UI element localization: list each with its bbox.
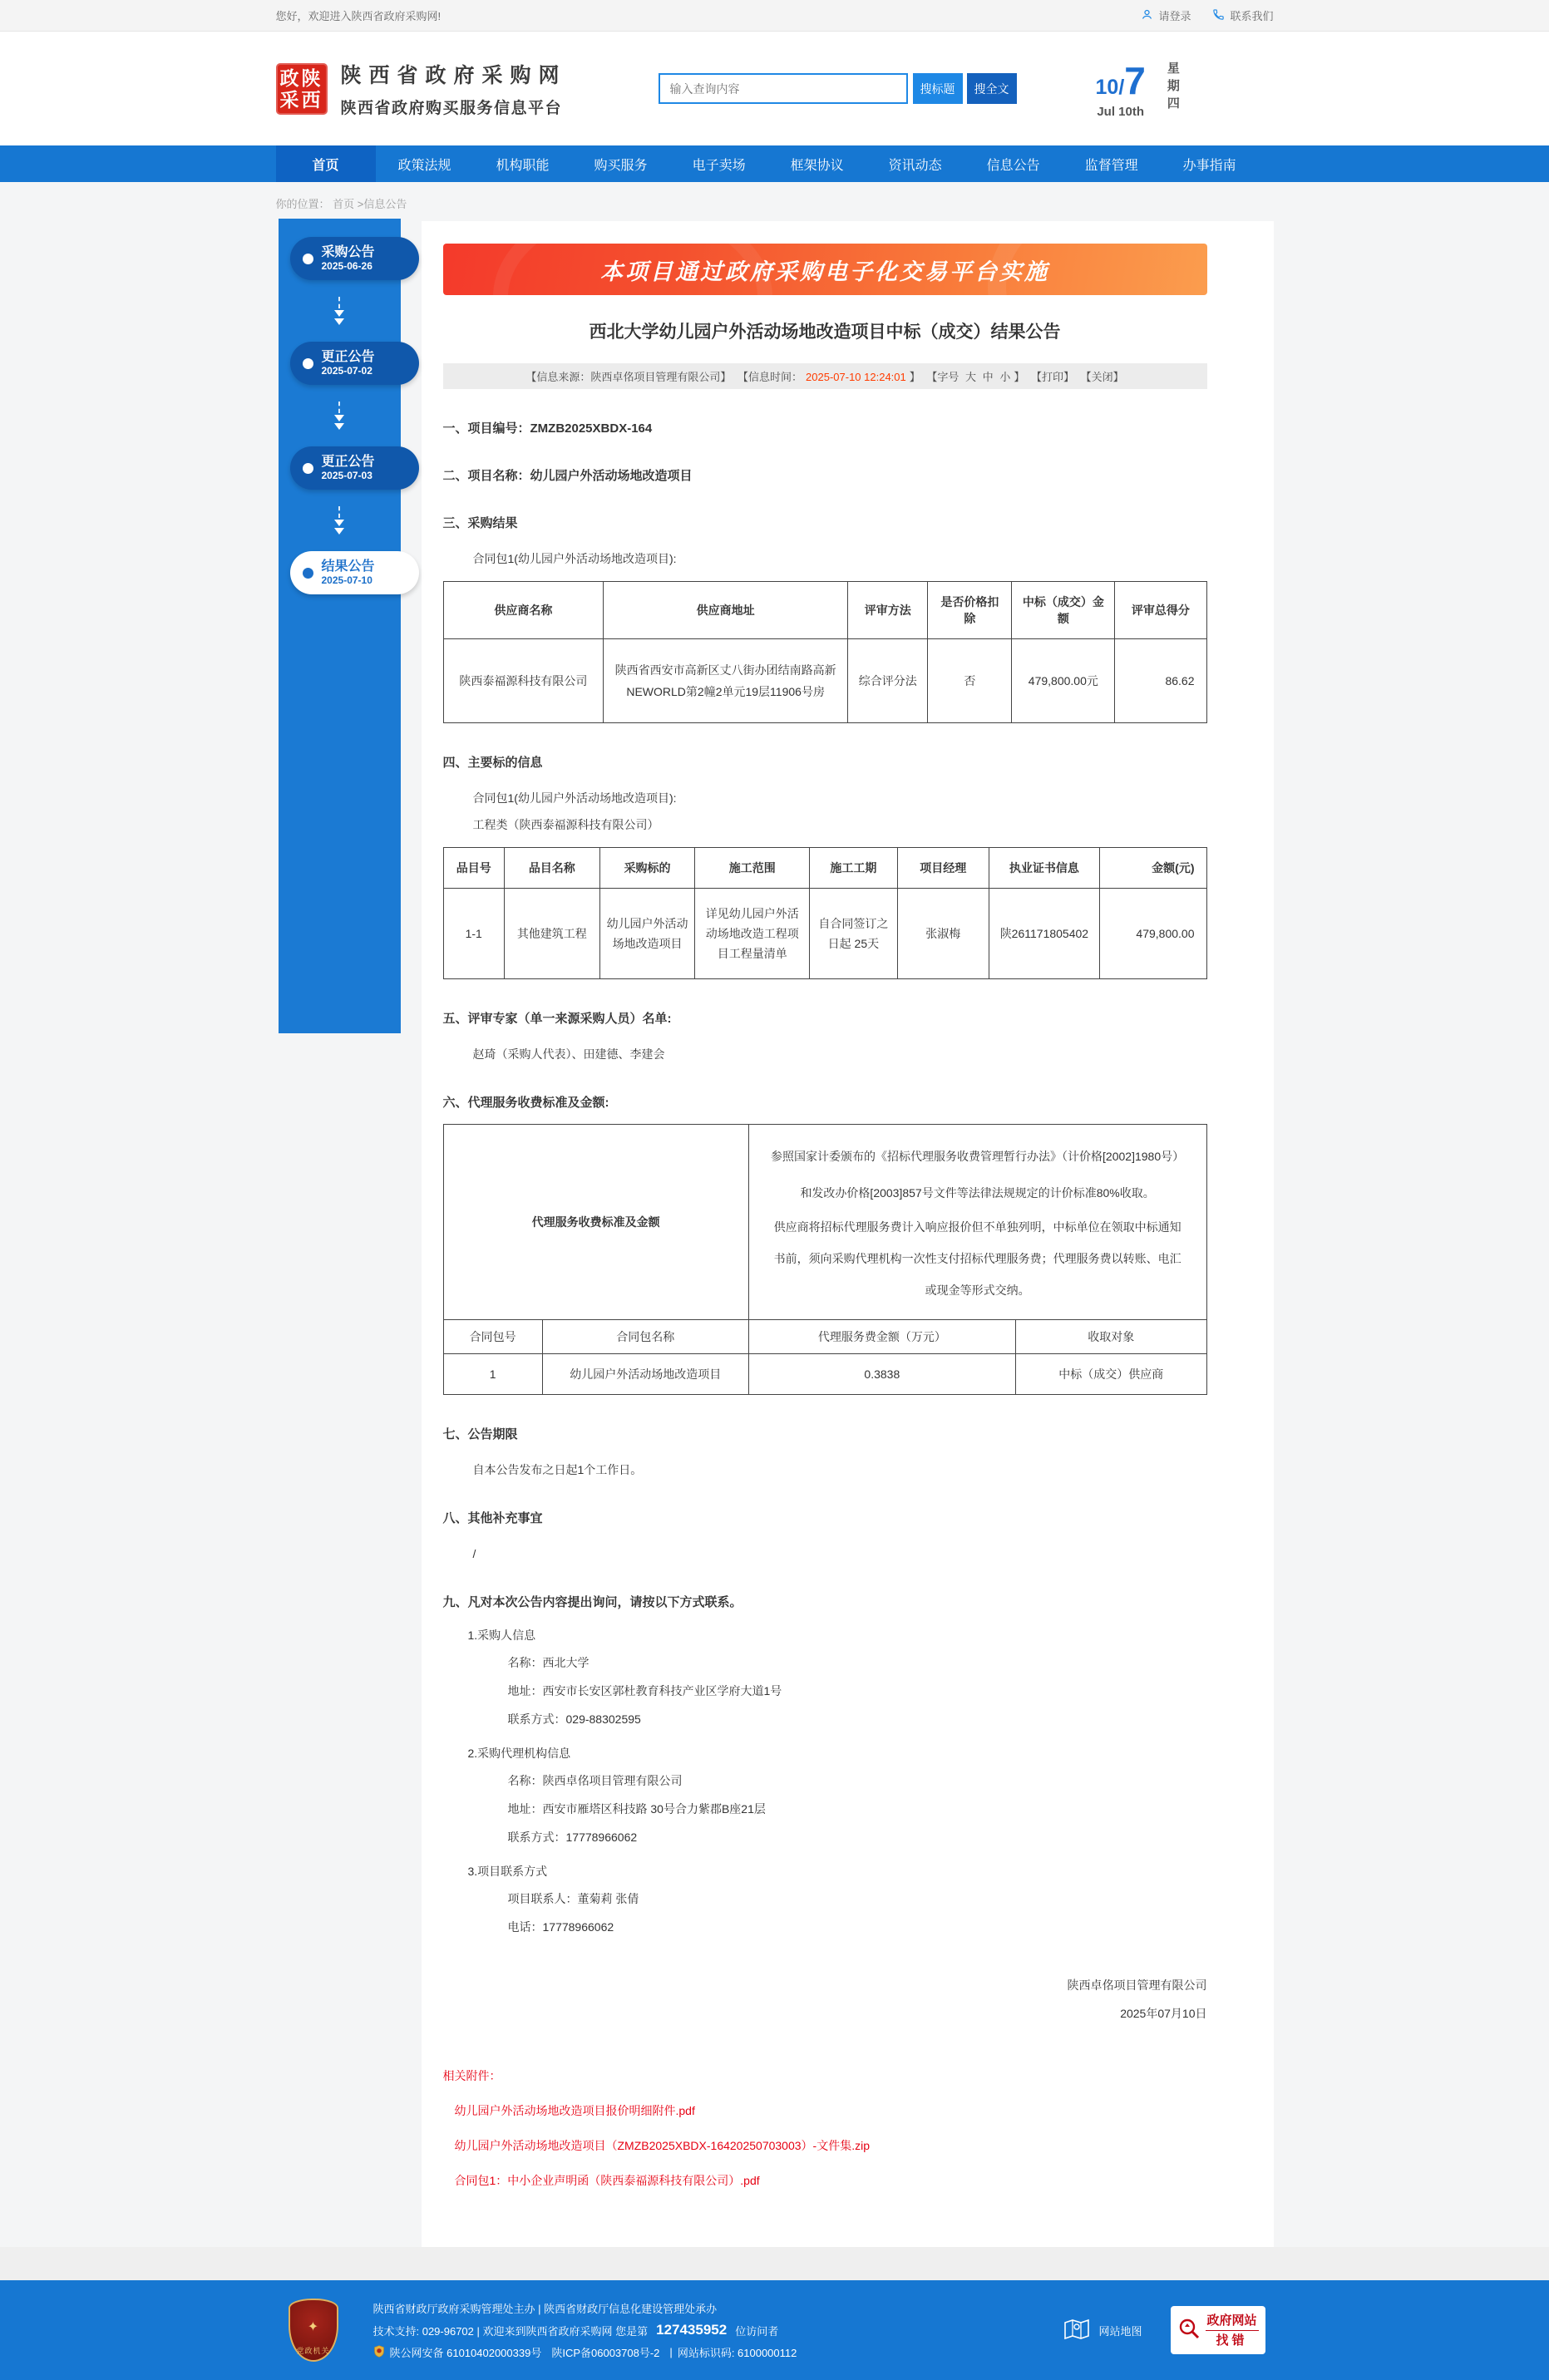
timeline-dot bbox=[303, 463, 313, 474]
project-contact-person: 项目联系人：董菊莉 张倩 bbox=[507, 1892, 639, 1905]
agency-tel: 联系方式：17778966062 bbox=[507, 1831, 638, 1844]
duration-cell: 自合同签订之日起 25天 bbox=[810, 889, 898, 979]
site-header bbox=[0, 32, 1549, 145]
fee-desc-paragraph-1: 参照国家计委颁布的《招标代理服务收费管理暂行办法》（计价格[2002]1980号）和发改办价格[2003]857号文件等法律法规规定的计价标准80%收取。 bbox=[771, 1150, 1185, 1200]
breadcrumb-home-link[interactable]: 首页 bbox=[333, 198, 355, 210]
col-review-method: 评审方法 bbox=[848, 582, 928, 639]
purchaser-address: 地址：西安市长安区郭杜教育科技产业区学府大道1号 bbox=[507, 1684, 782, 1698]
col-total-score: 评审总得分 bbox=[1115, 582, 1206, 639]
col-item-name: 品目名称 bbox=[504, 848, 599, 889]
review-method-cell: 综合评分法 bbox=[848, 639, 928, 723]
breadcrumb-prefix: 你的位置： bbox=[275, 198, 330, 210]
col-construction-period: 施工工期 bbox=[810, 848, 898, 889]
supplier-address-cell: 陕西省西安市高新区丈八街办团结南路高新NEWORLD第2幢2单元19层11906号房 bbox=[604, 639, 848, 723]
nav-item-policies[interactable]: 政策法规 bbox=[397, 158, 451, 173]
experts-list: 赵琦（采购人代表）、田建德、李建会 bbox=[472, 1047, 665, 1061]
target-cell: 幼儿园户外活动场地改造项目 bbox=[599, 889, 695, 979]
user-icon bbox=[1141, 8, 1153, 23]
section-7-heading: 七、公告期限 bbox=[442, 1427, 518, 1441]
table-row bbox=[443, 1354, 1206, 1395]
emblem-label: 党政机关 bbox=[296, 2347, 330, 2355]
nav-item-functions[interactable]: 机构职能 bbox=[496, 158, 550, 173]
nav-item-purchase-services[interactable]: 购买服务 bbox=[594, 158, 648, 173]
timeline-item-result[interactable] bbox=[290, 551, 419, 594]
announcement-article bbox=[422, 221, 1274, 2247]
sitemap-label: 网站地图 bbox=[1098, 2324, 1142, 2338]
item-no-cell: 1-1 bbox=[443, 889, 504, 979]
purchaser-tel: 联系方式：029-88302595 bbox=[507, 1712, 641, 1726]
nav-item-framework-agreement[interactable]: 框架协议 bbox=[790, 158, 844, 173]
date-month: 10/ bbox=[1095, 76, 1125, 99]
banner-text: 本项目通过政府采购电子化交易平台实施 bbox=[600, 259, 1049, 284]
table-header-row bbox=[443, 582, 1206, 639]
section-2-heading: 二、项目名称：幼儿园户外活动场地改造项目 bbox=[442, 469, 693, 483]
date-day: 7 bbox=[1124, 59, 1146, 102]
nav-item-home[interactable]: 首页 bbox=[276, 145, 376, 182]
party-government-emblem bbox=[289, 2299, 338, 2362]
timeline-arrow-icon bbox=[279, 280, 401, 342]
timeline-dot bbox=[303, 568, 313, 579]
fee-standard-label-cell: 代理服务收费标准及金额 bbox=[443, 1125, 748, 1320]
footer-spacer bbox=[0, 2247, 1549, 2280]
table-header-row bbox=[443, 1320, 1206, 1354]
table-row bbox=[443, 1125, 1206, 1320]
fontsize-end: 】 bbox=[1014, 371, 1025, 383]
fee-desc-paragraph-2: 供应商将招标代理服务费计入响应报价但不单独列明，中标单位在领取中标通知书前，须向采购代理机构一次性支付招标代理服务费；代理服务费以转账、电汇或现金等形式交纳。 bbox=[773, 1220, 1181, 1297]
badge-line-1: 政府网站 bbox=[1206, 2313, 1257, 2328]
page-body bbox=[0, 182, 1549, 2280]
price-deduction-cell: 否 bbox=[928, 639, 1012, 723]
col-amount: 金额(元) bbox=[1099, 848, 1206, 889]
info-time-value: 2025-07-10 12:24:01 bbox=[806, 371, 906, 383]
col-payer: 收取对象 bbox=[1015, 1320, 1206, 1354]
timeline-date: 2025-06-26 bbox=[321, 259, 372, 272]
fontsize-large-button[interactable]: 大 bbox=[965, 371, 977, 383]
fontsize-small-button[interactable]: 小 bbox=[999, 371, 1011, 383]
result-table bbox=[443, 581, 1207, 723]
site-footer bbox=[0, 2280, 1549, 2380]
nav-item-supervision[interactable]: 监督管理 bbox=[1084, 158, 1138, 173]
nav-item-e-mall[interactable]: 电子卖场 bbox=[692, 158, 746, 173]
package-no-cell: 1 bbox=[443, 1354, 542, 1395]
section-1-heading: 一、项目编号：ZMZB2025XBDX-164 bbox=[442, 421, 653, 436]
search-input[interactable] bbox=[659, 73, 908, 104]
icp-link[interactable]: 陕ICP备06003708号-2 bbox=[551, 2347, 660, 2359]
col-construction-scope: 施工范围 bbox=[695, 848, 810, 889]
timeline-item-procurement[interactable] bbox=[290, 237, 419, 280]
award-amount-cell: 479,800.00元 bbox=[1012, 639, 1115, 723]
section-4-package: 合同包1(幼儿园户外活动场地改造项目): bbox=[472, 791, 677, 805]
signature-block bbox=[443, 1971, 1207, 2028]
timeline-item-correction-1[interactable] bbox=[290, 342, 419, 385]
sitemap-link[interactable] bbox=[1063, 2317, 1142, 2344]
announcement-timeline bbox=[279, 219, 401, 1033]
timeline-dot bbox=[303, 358, 313, 369]
info-source: 【信息来源：陕西卓佲项目管理有限公司】 bbox=[525, 371, 732, 383]
attachment-link-fileset-zip[interactable]: 幼儿园户外活动场地改造项目（ZMZB2025XBDX-16420250703003）-文件集.zip bbox=[454, 2139, 870, 2152]
footer-organizer-line: 陕西省财政厅政府采购管理处主办 | 陕西省财政厅信息化建设管理处承办 bbox=[372, 2303, 718, 2315]
page-title: 西北大学幼儿园户外活动场地改造项目中标（成交）结果公告 bbox=[589, 323, 1061, 342]
date-display bbox=[1096, 58, 1216, 119]
public-security-badge-icon bbox=[373, 2345, 385, 2360]
timeline-label: 结果公告 bbox=[321, 559, 375, 574]
main-nav bbox=[0, 145, 1549, 182]
purchaser-info-title: 1.采购人信息 bbox=[467, 1629, 536, 1642]
timeline-label: 更正公告 bbox=[321, 349, 375, 364]
col-award-amount: 中标（成交）金额 bbox=[1012, 582, 1115, 639]
breadcrumb bbox=[276, 182, 1274, 221]
col-price-deduction: 是否价格扣除 bbox=[928, 582, 1012, 639]
notice-period-text: 自本公告发布之日起1个工作日。 bbox=[472, 1463, 643, 1476]
site-code: 网站标识码: 6100000112 bbox=[677, 2347, 797, 2359]
footer-separator: | bbox=[669, 2346, 673, 2358]
agency-fee-table bbox=[443, 1124, 1207, 1395]
site-logo[interactable] bbox=[276, 63, 328, 115]
package-name-cell: 幼儿园户外活动场地改造项目 bbox=[542, 1354, 748, 1395]
logo-row-1: 政陕 bbox=[279, 67, 323, 89]
timeline-date: 2025-07-03 bbox=[321, 469, 372, 481]
supplementary-text: / bbox=[472, 1547, 476, 1560]
visitor-count: 127435952 bbox=[656, 2322, 728, 2338]
col-procurement-target: 采购标的 bbox=[599, 848, 695, 889]
col-project-manager: 项目经理 bbox=[897, 848, 989, 889]
table-header-row bbox=[443, 848, 1206, 889]
breadcrumb-separator: > bbox=[357, 198, 364, 210]
signature-company: 陕西卓佲项目管理有限公司 bbox=[1067, 1978, 1207, 1992]
timeline-label: 更正公告 bbox=[321, 454, 375, 469]
magnifier-icon bbox=[1177, 2317, 1201, 2344]
attachment-link-quotation-pdf[interactable]: 幼儿园户外活动场地改造项目报价明细附件.pdf bbox=[454, 2104, 695, 2117]
beian-link[interactable]: 陕公网安备 61010402000339号 bbox=[389, 2347, 542, 2359]
fontsize-medium-button[interactable]: 中 bbox=[982, 371, 994, 383]
fontsize-label: 【字号 bbox=[926, 371, 959, 383]
certificate-cell: 陕261171805402 bbox=[989, 889, 1099, 979]
agency-info-title: 2.采购代理机构信息 bbox=[467, 1747, 571, 1760]
timeline-date: 2025-07-02 bbox=[321, 364, 372, 377]
supplier-name-cell: 陕西泰福源科技有限公司 bbox=[443, 639, 604, 723]
subject-table bbox=[443, 847, 1207, 979]
section-4-heading: 四、主要标的信息 bbox=[442, 756, 543, 770]
signature-date: 2025年07月10日 bbox=[1120, 2007, 1207, 2020]
info-time-label: 【信息时间： bbox=[738, 371, 803, 383]
section-4-type: 工程类（陕西泰福源科技有限公司） bbox=[472, 818, 659, 831]
site-subtitle: 陕西省政府购买服务信息平台 bbox=[340, 100, 563, 117]
fee-standard-desc-cell bbox=[748, 1125, 1206, 1320]
nav-item-announcements[interactable]: 信息公告 bbox=[986, 158, 1040, 173]
contact-label: 联系我们 bbox=[1230, 10, 1274, 22]
payer-cell: 中标（成交）供应商 bbox=[1015, 1354, 1206, 1395]
scope-cell: 详见幼儿园户外活动场地改造工程项目工程量清单 bbox=[695, 889, 810, 979]
table-row bbox=[443, 889, 1206, 979]
attachment-link-sme-declaration-pdf[interactable]: 合同包1：中小企业声明函（陕西泰福源科技有限公司）.pdf bbox=[454, 2174, 760, 2187]
section-3-heading: 三、采购结果 bbox=[442, 516, 518, 530]
timeline-arrow-icon bbox=[279, 385, 401, 446]
emblem-star-icon: ✦ bbox=[307, 2320, 319, 2334]
col-fee-amount: 代理服务费金额（万元） bbox=[748, 1320, 1015, 1354]
col-package-name: 合同包名称 bbox=[542, 1320, 748, 1354]
timeline-label: 采购公告 bbox=[321, 244, 375, 259]
project-contact-tel: 电话：17778966062 bbox=[507, 1920, 614, 1934]
fee-amount-cell: 0.3838 bbox=[748, 1354, 1015, 1395]
section-6-heading: 六、代理服务收费标准及金额: bbox=[442, 1096, 609, 1110]
search-title-button[interactable]: 搜标题 bbox=[913, 73, 963, 104]
info-time-end: 】 bbox=[909, 371, 920, 383]
col-supplier-address: 供应商地址 bbox=[604, 582, 848, 639]
table-row bbox=[443, 639, 1206, 723]
footer-support-prefix: 技术支持: 029-96702 | 欢迎来到陕西省政府采购网 您是第 bbox=[372, 2324, 649, 2338]
print-button[interactable]: 【打印】 bbox=[1030, 371, 1074, 383]
footer-registration-line bbox=[373, 2344, 1064, 2360]
top-bar bbox=[0, 0, 1549, 32]
close-button[interactable]: 【关闭】 bbox=[1080, 371, 1124, 383]
attachments-label: 相关附件： bbox=[442, 2069, 501, 2082]
date-english: Jul 10th bbox=[1097, 105, 1145, 119]
search-fulltext-button[interactable]: 搜全文 bbox=[967, 73, 1017, 104]
article-meta-bar bbox=[443, 363, 1207, 389]
contact-link[interactable] bbox=[1212, 7, 1273, 23]
col-supplier-name: 供应商名称 bbox=[443, 582, 604, 639]
welcome-text: 您好，欢迎进入陕西省政府采购网! bbox=[275, 10, 442, 22]
total-score-cell: 86.62 bbox=[1115, 639, 1206, 723]
footer-support-line bbox=[373, 2322, 1064, 2338]
login-link[interactable] bbox=[1141, 7, 1191, 23]
manager-cell: 张淑梅 bbox=[897, 889, 989, 979]
nav-item-guide[interactable]: 办事指南 bbox=[1182, 158, 1236, 173]
col-package-no: 合同包号 bbox=[443, 1320, 542, 1354]
attachments-section bbox=[443, 2067, 1207, 2189]
site-name: 陕西省政府采购网 bbox=[340, 64, 567, 87]
phone-icon bbox=[1212, 8, 1225, 23]
amount-cell: 479,800.00 bbox=[1099, 889, 1206, 979]
section-5-heading: 五、评审专家（单一来源采购人员）名单: bbox=[442, 1012, 672, 1026]
col-item-no: 品目号 bbox=[443, 848, 504, 889]
item-name-cell: 其他建筑工程 bbox=[504, 889, 599, 979]
login-label: 请登录 bbox=[1158, 10, 1191, 22]
purchaser-name: 名称：西北大学 bbox=[507, 1656, 590, 1669]
nav-item-news[interactable]: 资讯动态 bbox=[888, 158, 942, 173]
project-contact-title: 3.项目联系方式 bbox=[467, 1865, 548, 1878]
footer-support-suffix: 位访问者 bbox=[735, 2324, 779, 2338]
section-9-heading: 九、凡对本次公告内容提出询问，请按以下方式联系。 bbox=[442, 1595, 742, 1609]
map-icon bbox=[1063, 2317, 1090, 2344]
timeline-dot bbox=[303, 254, 313, 264]
agency-address: 地址：西安市雁塔区科技路 30号合力紫郡B座21层 bbox=[507, 1802, 766, 1816]
section-8-heading: 八、其他补充事宜 bbox=[442, 1511, 543, 1525]
gov-site-error-report-badge[interactable] bbox=[1171, 2306, 1265, 2354]
timeline-arrow-icon bbox=[279, 490, 401, 551]
timeline-item-correction-2[interactable] bbox=[290, 446, 419, 490]
section-3-package: 合同包1(幼儿园户外活动场地改造项目): bbox=[472, 552, 677, 565]
breadcrumb-current-link[interactable]: 信息公告 bbox=[363, 198, 407, 210]
timeline-date: 2025-07-10 bbox=[321, 574, 372, 586]
platform-banner bbox=[443, 244, 1207, 295]
agency-name: 名称：陕西卓佲项目管理有限公司 bbox=[507, 1774, 683, 1787]
col-certificate-info: 执业证书信息 bbox=[989, 848, 1099, 889]
weekday-label: 星期四 bbox=[1165, 62, 1180, 114]
logo-row-2: 采西 bbox=[279, 88, 323, 111]
badge-line-2: 找错 bbox=[1206, 2330, 1259, 2348]
